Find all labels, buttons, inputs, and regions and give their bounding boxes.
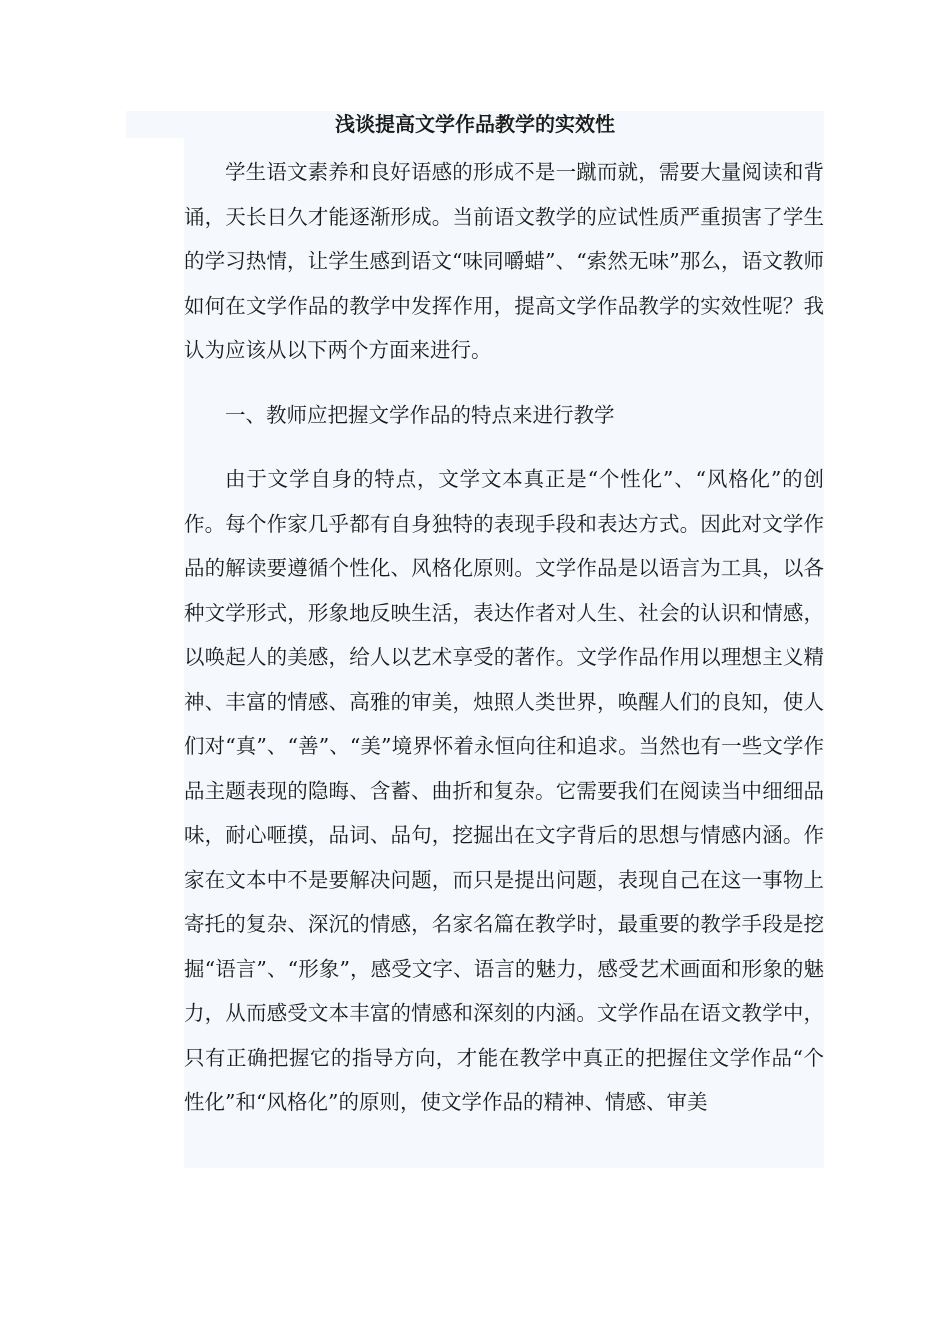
document-title: 浅谈提高文学作品教学的实效性 [335, 112, 615, 136]
paragraph-intro: 学生语文素养和良好语感的形成不是一蹴而就，需要大量阅读和背诵，天长日久才能逐渐形成。当前语文教学的应试性质严重损害了学生的学习热情，让学生感到语文“味同嚼蜡”、“索然无味”那么，语文教师如何在文学作品的教学中发挥作用，提高文学作品教学的实效性呢？我认为应该从以下两个方面来进行。 [184, 160, 824, 362]
section-heading-1: 一、教师应把握文学作品的特点来进行教学 [225, 402, 615, 427]
paragraph-section-1: 由于文学自身的特点，文学文本真正是“个性化”、“风格化”的创作。每个作家几乎都有自身独特的表现手段和表达方式。因此对文学作品的解读要遵循个性化、风格化原则。文学作品是以语言为工具，以各种文学形式，形象地反映生活，表达作者对人生、社会的认识和情感，以唤起人的美感，给人以艺术享受的著作。文学作品作用以理想主义精神、丰富的情感、高雅的审美，烛照人类世界，唤醒人们的良知，使人们对“真”、“善”、“美”境界怀着永恒向往和追求。当然也有一些文学作品主题表现的隐晦、含蓄、曲折和复杂。它需要我们在阅读当中细细品味，耐心咂摸，品词、品句，挖掘出在文字背后的思想与情感内涵。作家在文本中不是要解决问题，而只是提出问题，表现自己在这一事物上寄托的复杂、深沉的情感，名家名篇在教学时，最重要的教学手段是挖掘“语言”、“形象”，感受文字、语言的魅力，感受艺术画面和形象的魅力，从而感受文本丰富的情感和深刻的内涵。文学作品在语文教学中，只有正确把握它的指导方向，才能在教学中真正的把握住文学作品“个性化”和“风格化”的原则，使文学作品的精神、情感、审美 [184, 467, 824, 1114]
spacer [184, 437, 824, 457]
spacer [184, 373, 824, 393]
document-body [184, 150, 824, 1125]
